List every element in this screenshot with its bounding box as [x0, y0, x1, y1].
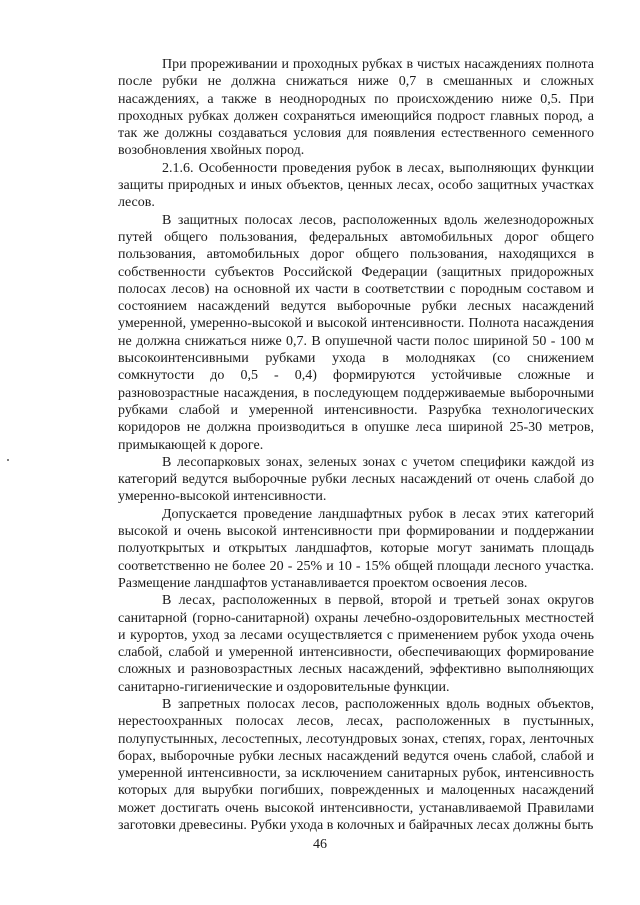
document-body — [118, 56, 594, 834]
page-number: 46 — [313, 837, 327, 852]
paragraph-protective-strips: В защитных полосах лесов, расположенных вдоль железнодорожных путей общего пользования, федеральных автомобильных дорог общего пользования, автомобильных дорог общего пользования, находящихся в собственности субъектов Российской Федерации (защитных придорожных полосах лесов) на основной их части в соответствии с породным составом и состоянием насаждений ведутся выборочные рубки лесных насаждений умеренной, умеренно-высокой и высокой интенсивности. Полнота насаждения не должна снижаться ниже 0,7. В опушечной части полос шириной 50 - 100 м высокоинтенсивными рубками ухода в молодняках (со снижением сомкнутости до 0,5 - 0,4) формируются устойчивые сложные и разновозрастные насаждения, в последующем поддерживаемые выборочными рубками слабой и умеренной интенсивности. Разрубка технологических коридоров не должна производиться в опушке леса шириной 25-30 метров, примыкающей к дороге. — [118, 212, 594, 453]
paragraph-sanitary-zones: В лесах, расположенных в первой, второй и третьей зонах округов санитарной (горно-санитарной) охраны лечебно-оздоровительных местностей и курортов, уход за лесами осуществляется с применением рубок ухода очень слабой, слабой и умеренной интенсивности, обеспечивающих формирование сложных и разновозрастных лесных насаждений, эффективно выполняющих санитарно-гигиенические и оздоровительные функции. — [118, 593, 594, 695]
paragraph-forest-park-zones: В лесопарковых зонах, зеленых зонах с учетом специфики каждой из категорий ведутся выборочные рубки лесных насаждений от очень слабой до умеренно-высокой интенсивности. — [118, 454, 594, 505]
paragraph-thinning-cuts: При прореживании и проходных рубках в чистых насаждениях полнота после рубки не должна снижаться ниже 0,7 в смешанных и сложных насаждениях, а также в неоднородных по происхождению ниже 0,5. При проходных рубках должен сохраняться имеющийся подрост главных пород, а так же должны создаваться условия для появления естественного семенного возобновления хвойных пород. — [118, 57, 594, 159]
paragraph-landscape-cuts: Допускается проведение ландшафтных рубок в лесах этих категорий высокой и очень высокой интенсивности при формировании и поддержании полуоткрытых и открытых ландшафтов, которые могут занимать площадь соответственно не более 20 - 25% и 10 - 15% общей площади лесного участка. Размещение ландшафтов устанавливается проектом освоения лесов. — [118, 506, 594, 591]
scan-dot-mark — [7, 459, 9, 461]
paragraph-restricted-strips: В запретных полосах лесов, расположенных вдоль водных объектов, нерестоохранных полосах лесов, лесах, расположенных в пустынных, полупустынных, лесостепных, лесотундровых зонах, степях, горах, ленточных борах, выборочные рубки лесных насаждений ведутся очень слабой, слабой и умеренной интенсивности, за исключением санитарных рубок, интенсивность которых для вырубки погибших, поврежденных и малоценных насаждений может достигать очень высокой интенсивности, устанавливаемой Правилами заготовки древесины. Рубки ухода в колочных и байрачных лесах должны быть — [118, 696, 594, 834]
section-heading-2-1-6: 2.1.6. Особенности проведения рубок в лесах, выполняющих функции защиты природных и иных объектов, ценных лесах, особо защитных участках лесов. — [118, 160, 594, 211]
